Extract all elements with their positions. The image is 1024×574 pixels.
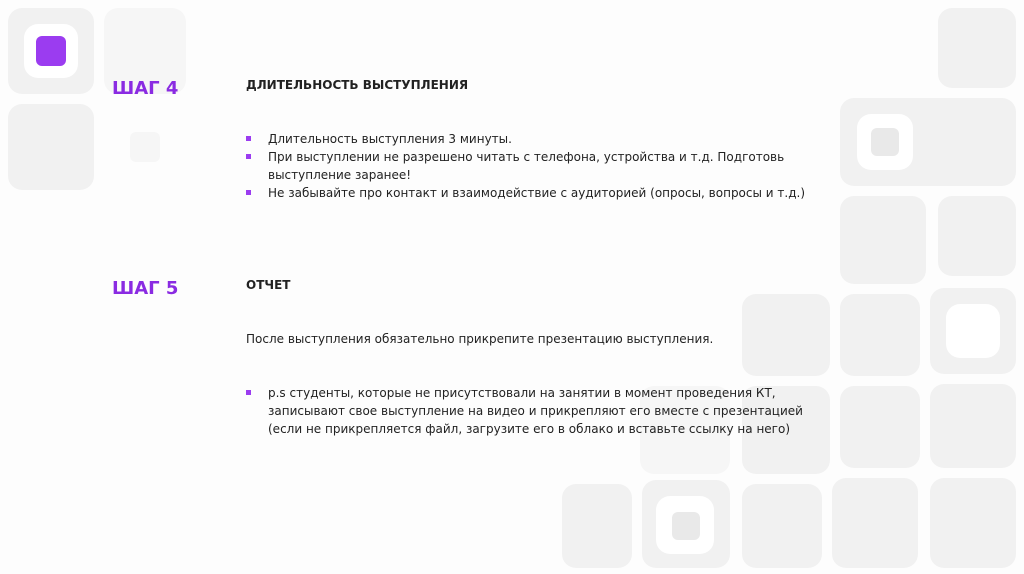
bg-tile <box>832 478 918 568</box>
list-item-text: Не забывайте про контакт и взаимодействие с аудиторией (опросы, вопросы и т.д.) <box>268 186 805 200</box>
bg-tile <box>840 196 926 284</box>
bg-tile <box>938 196 1016 276</box>
bullet-icon <box>246 390 251 395</box>
bg-tile <box>840 386 920 468</box>
bg-tile <box>672 512 700 540</box>
list-item <box>246 130 846 148</box>
list-item <box>246 148 828 184</box>
bullet-icon <box>246 136 251 141</box>
bg-tile <box>938 8 1016 88</box>
step4-title: ДЛИТЕЛЬНОСТЬ ВЫСТУПЛЕНИЯ <box>246 78 469 92</box>
list-item <box>246 184 846 202</box>
bg-tile <box>840 294 920 376</box>
list-item-text: Длительность выступления 3 минуты. <box>268 132 512 146</box>
bullet-icon <box>246 154 251 159</box>
bg-tile <box>562 484 632 568</box>
step4-label: ШАГ 4 <box>112 78 179 99</box>
bg-tile <box>930 384 1016 468</box>
step5-bullet-list <box>246 384 846 438</box>
list-item-text: При выступлении не разрешено читать с телефона, устройства и т.д. Подготовь выступление заранее! <box>268 150 785 182</box>
bg-tile <box>8 104 94 190</box>
bg-tile <box>930 478 1016 568</box>
list-item-text: p.s студенты, которые не присутствовали на занятии в момент проведения КТ, записывают свое выступление на видео и прикрепляют его вместе с презентацией (если не прикрепляется файл, загрузите его в облако и вставьте ссылку на него) <box>268 386 803 436</box>
bg-tile <box>742 484 822 568</box>
bg-tile <box>130 132 160 162</box>
bullet-icon <box>246 190 251 195</box>
step5-label: ШАГ 5 <box>112 278 179 299</box>
step4-bullet-list <box>246 130 846 202</box>
bg-tile <box>742 294 830 376</box>
list-item <box>246 384 816 438</box>
step5-paragraph: После выступления обязательно прикрепите презентацию выступления. <box>246 332 714 346</box>
bg-tile <box>871 128 899 156</box>
logo-square-icon <box>36 36 66 66</box>
step5-title: ОТЧЕТ <box>246 278 291 292</box>
bg-tile <box>946 304 1000 358</box>
